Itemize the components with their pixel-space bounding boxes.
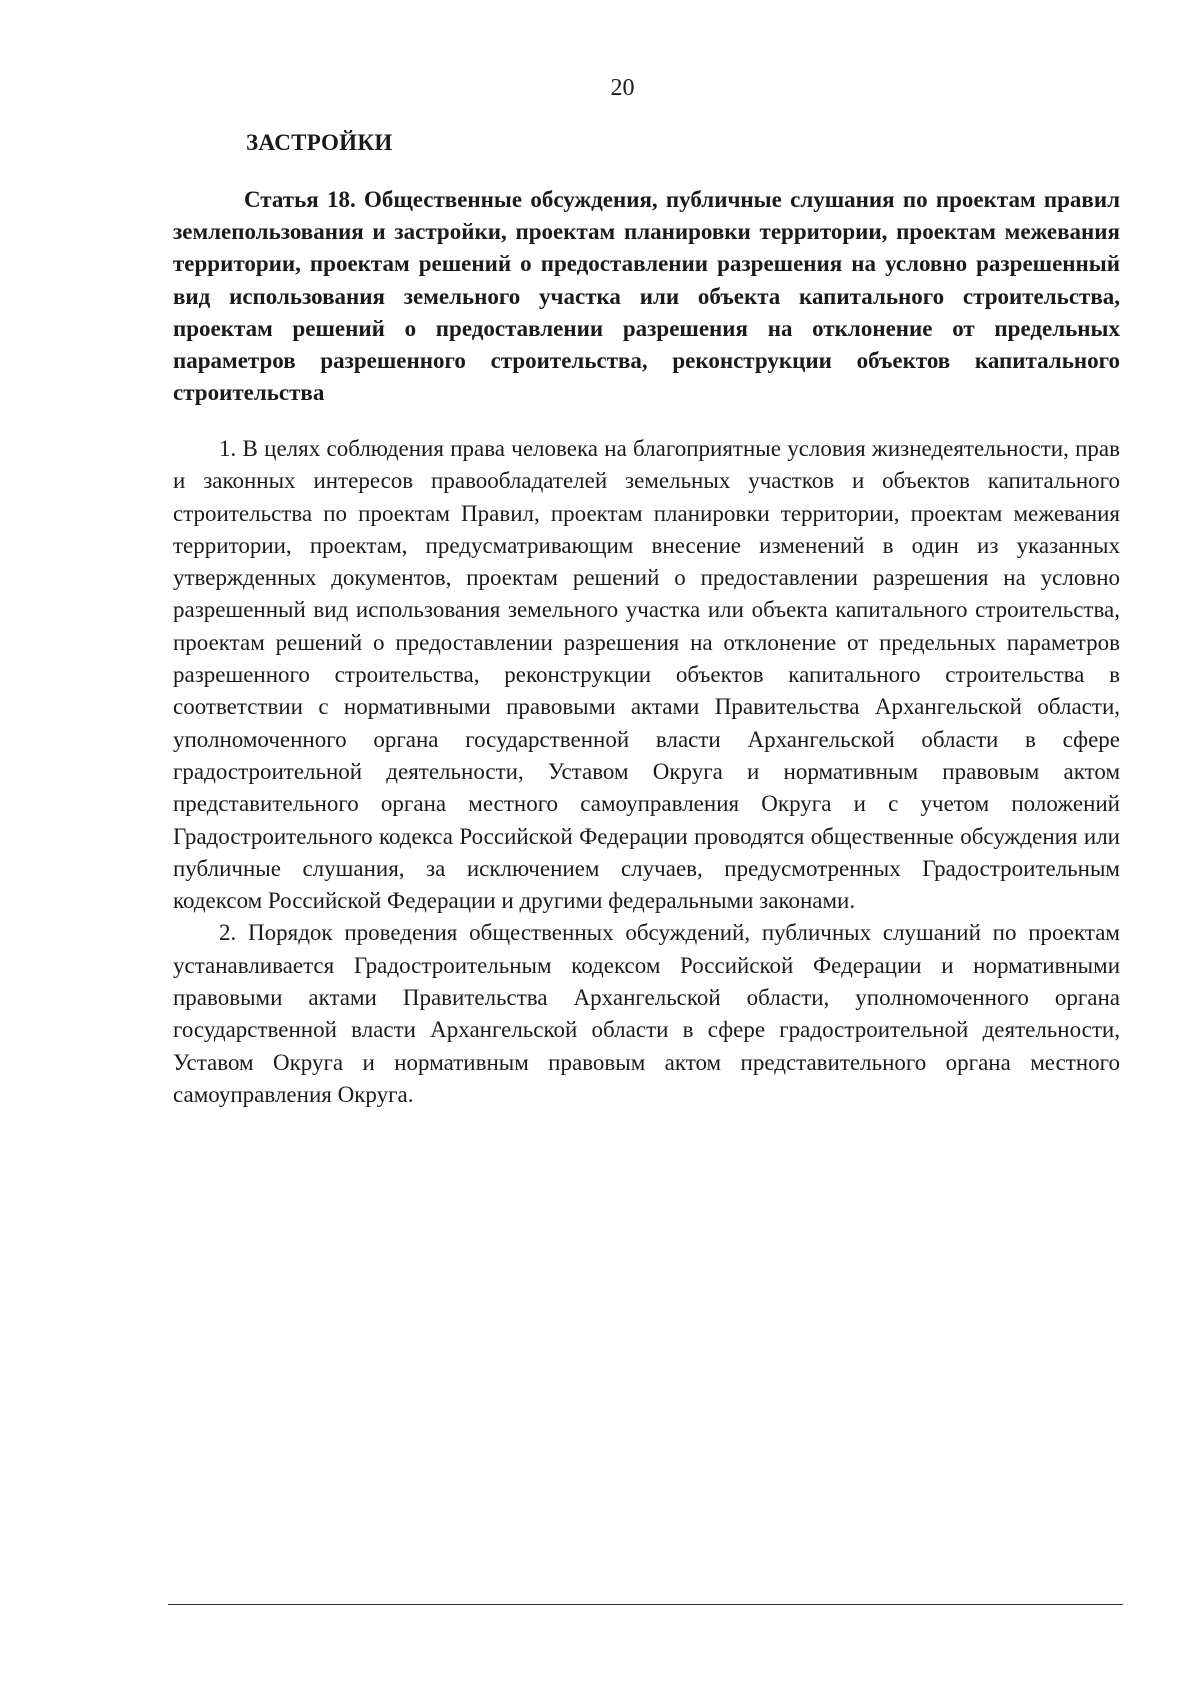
page-number: 20 xyxy=(610,75,635,101)
article-body xyxy=(173,433,1120,1111)
section-title-continuation: ЗАСТРОЙКИ xyxy=(246,130,393,155)
footer-divider xyxy=(168,1604,1123,1605)
paragraph-2: 2. Порядок проведения общественных обсуждений, публичных слушаний по проектам устанавливается Градостроительным кодексом Российской Федерации и нормативными правовыми актами Правительства Архангельской области, уполномоченного органа государственной власти Архангельской области в сфере градостроительной деятельности, Уставом Округа и нормативным правовым актом представительного органа местного самоуправления Округа. xyxy=(173,920,1120,1107)
article-heading: Статья 18. Общественные обсуждения, публичные слушания по проектам правил землепользования и застройки, проектам планировки территории, проектам межевания территории, проектам решений о предоставлении разрешения на условно разрешенный вид использования земельного участка или объекта капитального строительства, проектам решений о предоставлении разрешения на отклонение от предельных параметров разрешенного строительства, реконструкции объектов капитального строительства xyxy=(173,187,1120,406)
paragraph-1: 1. В целях соблюдения права человека на благоприятные условия жизнедеятельности, прав и законных интересов правообладателей земельных участков и объектов капитального строительства по проектам Правил, проектам планировки территории, проектам межевания территории, проектам, предусматривающим внесение изменений в один из указанных утвержденных документов, проектам решений о предоставлении разрешения на условно разрешенный вид использования земельного участка или объекта капитального строительства, проектам решений о предоставлении разрешения на отклонение от предельных параметров разрешенного строительства, реконструкции объектов капитального строительства в соответствии с нормативными правовыми актами Правительства Архангельской области, уполномоченного органа государственной власти Архангельской области в сфере градостроительной деятельности, Уставом Округа и нормативным правовым актом представительного органа местного самоуправления Округа и с учетом положений Градостроительного кодекса Российской Федерации проводятся общественные обсуждения или публичные слушания, за исключением случаев, предусмотренных Градостроительным кодексом Российской Федерации и другими федеральными законами. xyxy=(173,436,1120,914)
